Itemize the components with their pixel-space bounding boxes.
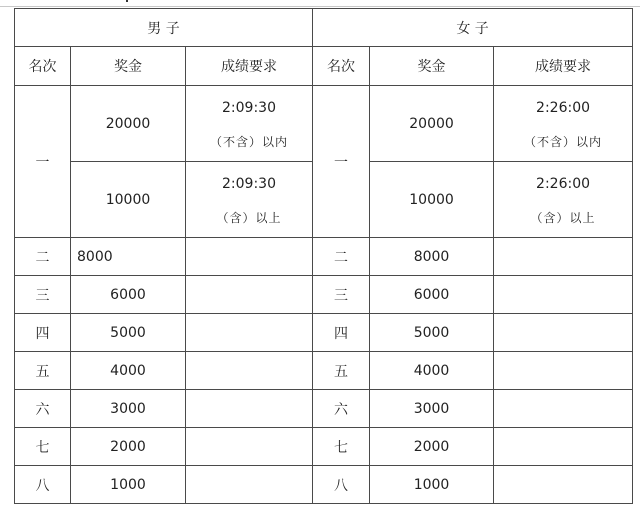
gender-header-row: [15, 9, 633, 47]
table-row: [15, 276, 633, 314]
table-row: [15, 390, 633, 428]
first-place-row-a: [15, 86, 633, 162]
men-requirement: [186, 276, 313, 314]
men-rank: 五: [15, 352, 71, 390]
women-requirement: [494, 276, 633, 314]
men-rank: 三: [15, 276, 71, 314]
men-rank-header: 名次: [15, 47, 71, 86]
men-first-requirement-a: [186, 86, 313, 162]
women-prize: 3000: [370, 390, 494, 428]
men-requirement: [186, 428, 313, 466]
women-first-requirement-a: [494, 86, 633, 162]
women-first-prize-b: 10000: [370, 162, 494, 238]
men-rank: 六: [15, 390, 71, 428]
page-top-divider: [0, 6, 640, 7]
men-requirement: [186, 466, 313, 504]
men-first-time-a: 2:09:30: [222, 99, 276, 116]
men-rank: 二: [15, 238, 71, 276]
women-header: 女 子: [313, 9, 633, 47]
men-header: 男 子: [15, 9, 313, 47]
women-requirement: [494, 352, 633, 390]
women-first-requirement-b: [494, 162, 633, 238]
men-first-prize-a: 20000: [71, 86, 186, 162]
women-rank: 三: [313, 276, 370, 314]
men-requirement: [186, 352, 313, 390]
women-prize: 5000: [370, 314, 494, 352]
women-first-time-a: 2:26:00: [536, 99, 591, 116]
men-requirement-header: 成绩要求: [186, 47, 313, 86]
men-prize: 5000: [71, 314, 186, 352]
women-prize: 6000: [370, 276, 494, 314]
text-cursor-mark: [126, 0, 128, 2]
men-first-prize-b: 10000: [71, 162, 186, 238]
women-rank: 七: [313, 428, 370, 466]
men-prize: 8000: [71, 238, 186, 276]
men-prize-header: 奖金: [71, 47, 186, 86]
men-prize: 2000: [71, 428, 186, 466]
table-row: [15, 428, 633, 466]
table-row: [15, 238, 633, 276]
women-first-prize-a: 20000: [370, 86, 494, 162]
men-requirement: [186, 238, 313, 276]
women-prize: 8000: [370, 238, 494, 276]
women-requirement: [494, 466, 633, 504]
women-requirement: [494, 314, 633, 352]
men-first-requirement-b: [186, 162, 313, 238]
women-requirement: [494, 390, 633, 428]
women-requirement: [494, 428, 633, 466]
women-rank: 五: [313, 352, 370, 390]
women-rank: 四: [313, 314, 370, 352]
women-first-rank: 一: [313, 86, 370, 238]
column-header-row: [15, 47, 633, 86]
men-prize: 6000: [71, 276, 186, 314]
women-prize: 4000: [370, 352, 494, 390]
prize-table: [14, 8, 633, 504]
men-prize: 1000: [71, 466, 186, 504]
men-first-note-a: （不含）以内: [210, 134, 289, 149]
women-rank: 六: [313, 390, 370, 428]
women-rank: 八: [313, 466, 370, 504]
table-row: [15, 352, 633, 390]
women-requirement-header: 成绩要求: [494, 47, 633, 86]
men-first-rank: 一: [15, 86, 71, 238]
women-requirement: [494, 238, 633, 276]
women-prize: 2000: [370, 428, 494, 466]
women-first-note-a: （不含）以内: [524, 134, 603, 149]
women-rank: 二: [313, 238, 370, 276]
men-requirement: [186, 390, 313, 428]
men-first-time-b: 2:09:30: [222, 175, 276, 192]
men-requirement: [186, 314, 313, 352]
men-prize: 4000: [71, 352, 186, 390]
men-rank: 四: [15, 314, 71, 352]
table-row: [15, 466, 633, 504]
table-row: [15, 314, 633, 352]
men-rank: 八: [15, 466, 71, 504]
women-rank-header: 名次: [313, 47, 370, 86]
men-rank: 七: [15, 428, 71, 466]
women-first-note-b: （含）以上: [530, 210, 596, 225]
women-prize: 1000: [370, 466, 494, 504]
women-prize-header: 奖金: [370, 47, 494, 86]
women-first-time-b: 2:26:00: [536, 175, 591, 192]
men-prize: 3000: [71, 390, 186, 428]
men-first-note-b: （含）以上: [216, 210, 282, 225]
